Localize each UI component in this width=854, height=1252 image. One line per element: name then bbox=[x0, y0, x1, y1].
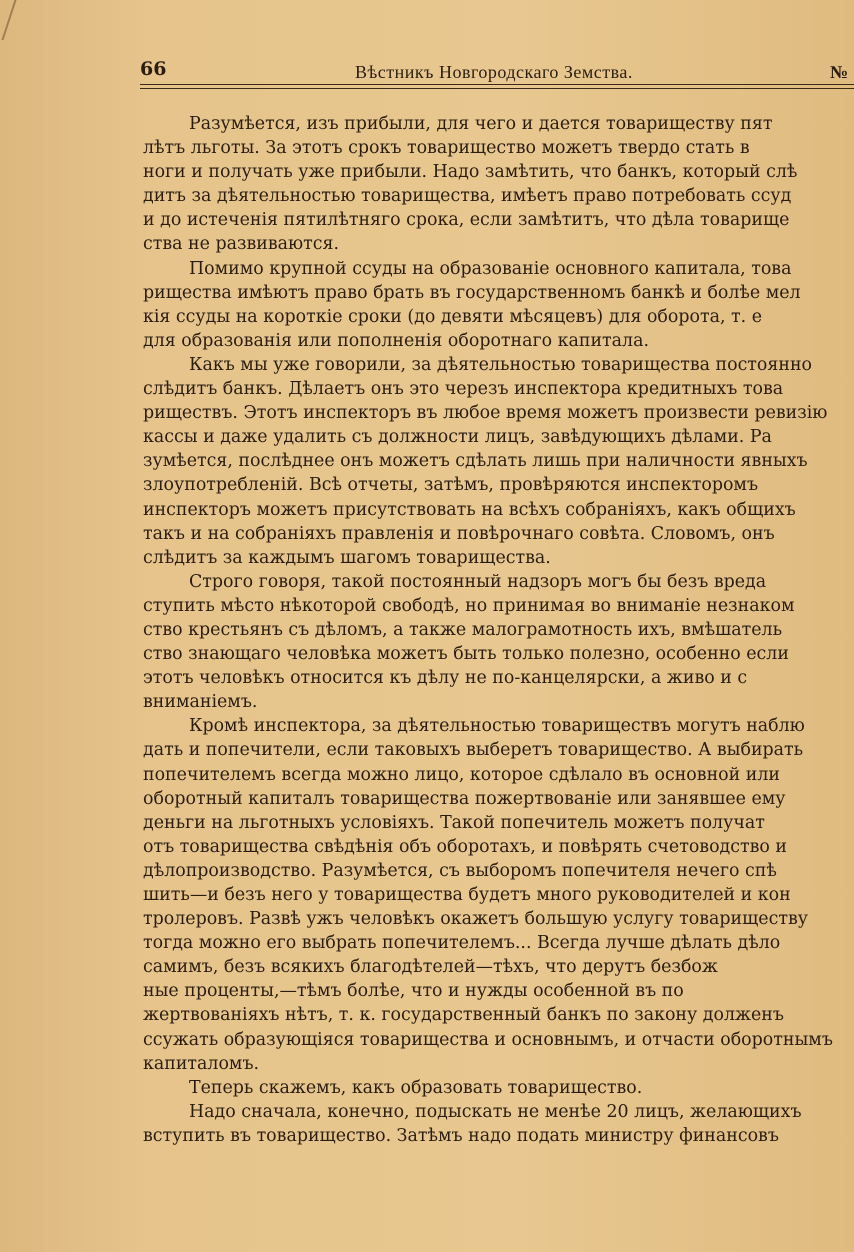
text-line: ссужать образующіяся товарищества и основнымъ, и отчасти оборотнымъ bbox=[143, 1029, 833, 1050]
text-line: злоупотребленій. Всѣ отчеты, затѣмъ, провѣряются инспекторомъ bbox=[143, 475, 759, 496]
text-line: ства не развиваются. bbox=[143, 234, 339, 255]
text-line: дѣлопроизводство. Разумѣется, съ выборомъ попечителя нечего спѣ bbox=[143, 860, 777, 881]
text-line: зумѣется, послѣднее онъ можетъ сдѣлать лишь при наличности явныхъ bbox=[143, 451, 808, 472]
text-line: дитъ за дѣятельностью товарищества, имѣетъ право потребовать ссуд bbox=[143, 186, 792, 207]
text-line: вступить въ товарищество. Затѣмъ надо подать министру финансовъ bbox=[143, 1125, 779, 1146]
text-line: отъ товарищества свѣдѣнія объ оборотахъ, и повѣрять счетоводство и bbox=[143, 836, 787, 857]
text-line: для образованія или пополненія оборотнаго капитала. bbox=[143, 330, 649, 351]
text-line: инспекторъ можетъ присутствовать на всѣхъ собраніяхъ, какъ общихъ bbox=[143, 499, 796, 520]
header-rule bbox=[140, 84, 854, 85]
text-line: Надо сначала, конечно, подыскать не менѣе 20 лицъ, желающихъ bbox=[189, 1101, 802, 1122]
text-line: кассы и даже удалить съ должности лицъ, завѣдующихъ дѣлами. Ра bbox=[143, 427, 772, 448]
text-line: вниманіемъ. bbox=[143, 692, 258, 713]
text-line: тогда можно его выбрать попечителемъ... Всегда лучше дѣлать дѣло bbox=[143, 933, 781, 954]
body-text bbox=[143, 112, 854, 1148]
text-line: дать и попечители, если таковыхъ выберетъ товарищество. А выбирать bbox=[143, 740, 804, 761]
text-line: Теперь скажемъ, какъ образовать товарищество. bbox=[189, 1077, 643, 1098]
text-line: риществъ. Этотъ инспекторъ въ любое время можетъ произвести ревизію bbox=[143, 403, 828, 424]
text-line: попечителемъ всегда можно лицо, которое сдѣлало въ основной или bbox=[143, 764, 780, 785]
text-line: Строго говоря, такой постоянный надзоръ могъ бы безъ вреда bbox=[189, 571, 767, 592]
text-line: этотъ человѣкъ относится къ дѣлу не по-канцелярски, а живо и с bbox=[143, 668, 748, 689]
text-line: самимъ, безъ всякихъ благодѣтелей—тѣхъ, что дерутъ безбож bbox=[143, 957, 718, 978]
text-line: и до истеченія пятилѣтняго срока, если замѣтитъ, что дѣла товарище bbox=[143, 210, 790, 231]
text-line: такъ и на собраніяхъ правленія и повѣрочнаго совѣта. Словомъ, онъ bbox=[143, 523, 775, 544]
text-line: слѣдитъ за каждымъ шагомъ товарищества. bbox=[143, 547, 551, 568]
text-line: жертвованіяхъ нѣтъ, т. к. государственный банкъ по закону долженъ bbox=[143, 1005, 784, 1026]
running-title: Вѣстникъ Новгородскаго Земства. bbox=[355, 62, 633, 82]
pencil-mark bbox=[2, 0, 47, 40]
text-line: рищества имѣютъ право брать въ государственномъ банкѣ и болѣе мел bbox=[143, 282, 801, 303]
text-line: тролеровъ. Развѣ ужъ человѣкъ окажетъ большую услугу товариществу bbox=[143, 909, 808, 930]
text-line: ноги и получать уже прибыли. Надо замѣтить, что банкъ, который слѣ bbox=[143, 162, 798, 183]
issue-number: № bbox=[830, 62, 849, 82]
page-number: 66 bbox=[140, 58, 167, 80]
text-line: ство крестьянъ съ дѣломъ, а также малограмотность ихъ, вмѣшатель bbox=[143, 619, 783, 640]
text-line: Какъ мы уже говорили, за дѣятельностью товарищества постоянно bbox=[189, 354, 813, 375]
text-line: шить—и безъ него у товарищества будетъ много руководителей и кон bbox=[143, 885, 791, 905]
text-line: ство знающаго человѣка можетъ быть только полезно, особенно если bbox=[143, 644, 789, 665]
text-line: оборотный капиталъ товарищества пожертвованіе или занявшее ему bbox=[143, 788, 786, 809]
text-line: ступить мѣсто нѣкоторой свободѣ, но принимая во вниманіе незнаком bbox=[143, 595, 795, 616]
text-line: лѣтъ льготы. За этотъ срокъ товарищество можетъ твердо стать в bbox=[143, 138, 750, 159]
text-line: Кромѣ инспектора, за дѣятельностью товариществъ могутъ наблю bbox=[189, 716, 805, 737]
text-line: слѣдитъ банкъ. Дѣлаетъ онъ это черезъ инспектора кредитныхъ това bbox=[143, 379, 784, 400]
text-line: капиталомъ. bbox=[143, 1053, 260, 1074]
header-rule-secondary bbox=[140, 88, 854, 89]
text-line: Разумѣется, изъ прибыли, для чего и дается товариществу пят bbox=[189, 114, 773, 134]
text-line: Помимо крупной ссуды на образованіе основного капитала, това bbox=[189, 258, 792, 279]
text-line: кія ссуды на короткіе сроки (до девяти мѣсяцевъ) для оборота, т. е bbox=[143, 306, 762, 327]
running-header bbox=[140, 56, 854, 90]
text-line: деньги на льготныхъ условіяхъ. Такой попечитель можетъ получат bbox=[143, 812, 765, 833]
text-line: ные проценты,—тѣмъ болѣе, что и нужды особенной въ по bbox=[143, 981, 684, 1002]
